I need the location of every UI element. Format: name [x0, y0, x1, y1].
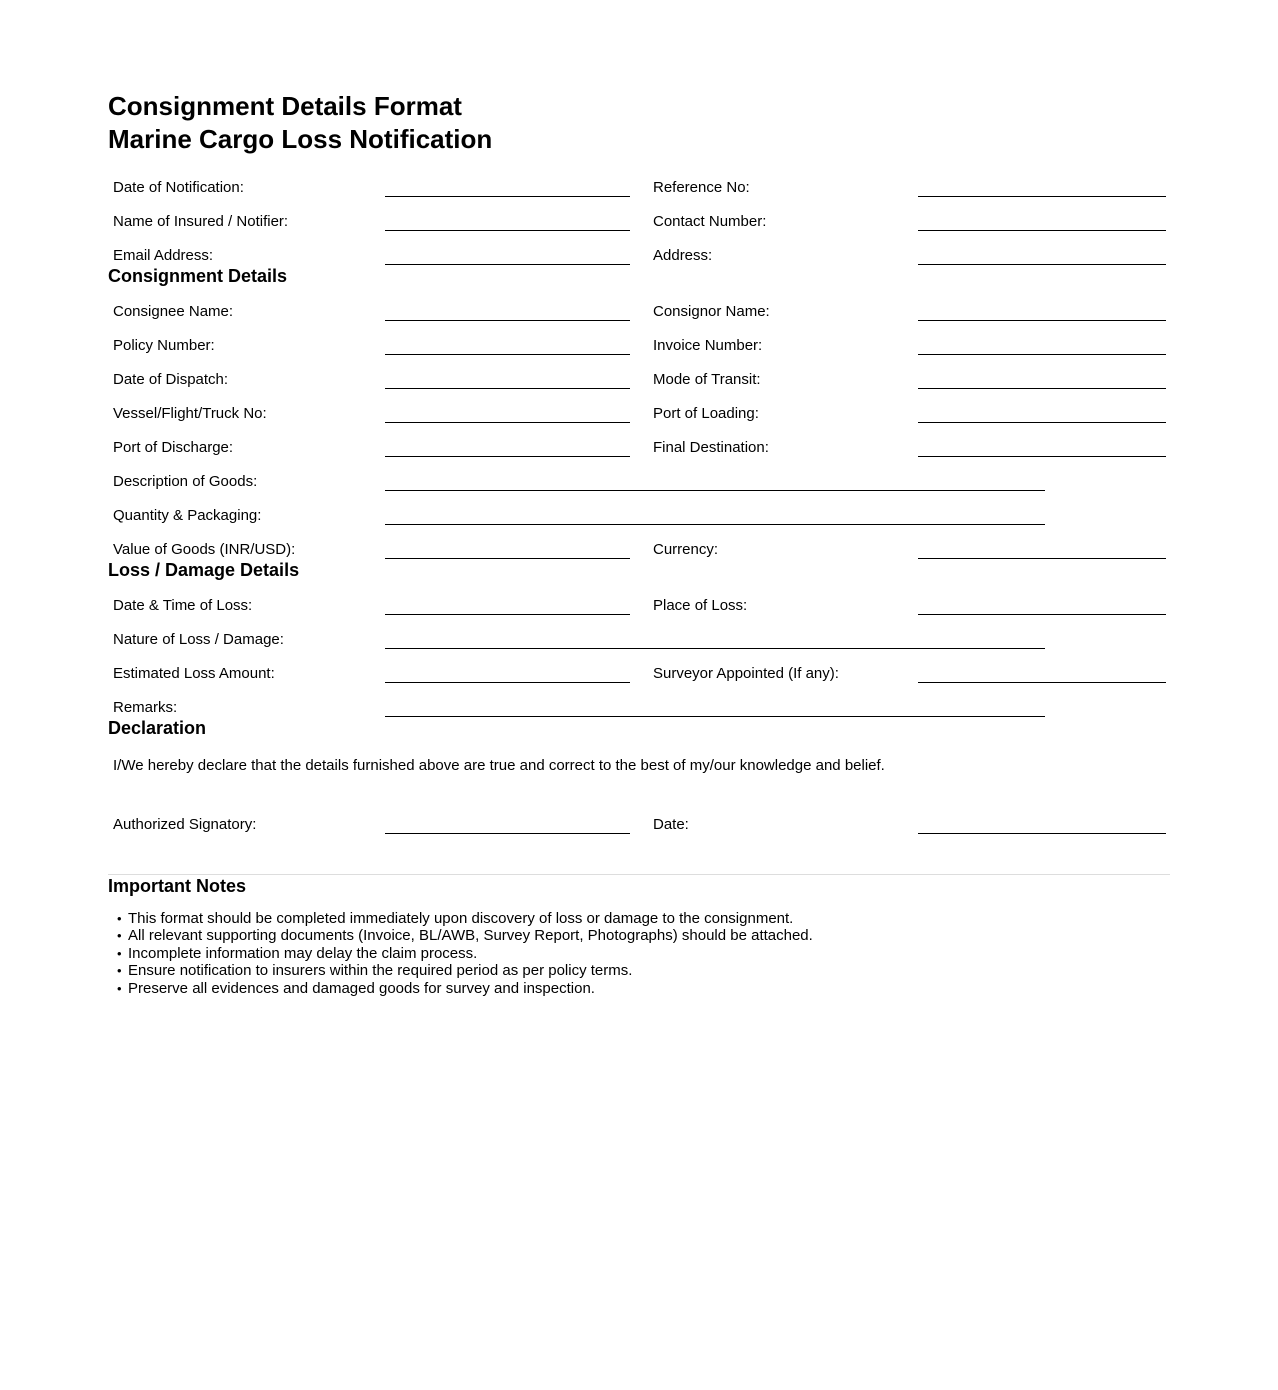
blank-line-policy-number — [385, 353, 630, 355]
blank-line-value-of-goods — [385, 557, 630, 559]
form-row-wide — [108, 491, 1170, 525]
note-item: • Incomplete information may delay the claim process. — [108, 945, 1170, 962]
blank-line-contact-number — [918, 229, 1166, 231]
blank-line-remarks — [385, 715, 1045, 717]
field-label-name-of-insured: Name of Insured / Notifier: — [113, 213, 289, 230]
blank-line-address — [918, 263, 1166, 265]
note-item: • Preserve all evidences and damaged goods for survey and inspection. — [108, 980, 1170, 997]
field-label-port-of-loading: Port of Loading: — [653, 405, 759, 422]
field-label-email-address: Email Address: — [113, 247, 214, 264]
consignment-details-section — [108, 287, 1170, 559]
blank-line-estimated-loss-amount — [385, 681, 630, 683]
blank-line-currency — [918, 557, 1166, 559]
field-label-description-of-goods: Description of Goods: — [113, 473, 258, 490]
notification-header-section — [108, 163, 1170, 265]
field-label-date: Date: — [653, 816, 689, 833]
important-notes-list — [108, 910, 1170, 997]
field-label-address: Address: — [653, 247, 713, 264]
blank-line-port-of-discharge — [385, 455, 630, 457]
field-label-reference-no: Reference No: — [653, 179, 750, 196]
field-label-quantity-packaging: Quantity & Packaging: — [113, 507, 262, 524]
blank-line-quantity-packaging — [385, 523, 1045, 525]
declaration-heading: Declaration — [108, 718, 207, 738]
consignment-details-heading: Consignment Details — [108, 266, 288, 286]
blank-line-invoice-number — [918, 353, 1166, 355]
blank-line-date-of-dispatch — [385, 387, 630, 389]
blank-line-port-of-loading — [918, 421, 1166, 423]
declaration-statement: I/We hereby declare that the details furnished above are true and correct to the best of my/our knowledge and belief. — [113, 757, 885, 774]
field-label-contact-number: Contact Number: — [653, 213, 767, 230]
note-item: • This format should be completed immediately upon discovery of loss or damage to the consignment. — [108, 910, 1170, 927]
field-label-value-of-goods: Value of Goods (INR/USD): — [113, 541, 296, 558]
loss-damage-details-heading: Loss / Damage Details — [108, 560, 300, 580]
field-label-consignee-name: Consignee Name: — [113, 303, 234, 320]
blank-line-date-time-of-loss — [385, 613, 630, 615]
field-label-mode-of-transit: Mode of Transit: — [653, 371, 761, 388]
form-row — [108, 581, 1170, 615]
field-label-date-of-dispatch: Date of Dispatch: — [113, 371, 229, 388]
blank-line-description-of-goods — [385, 489, 1045, 491]
blank-line-surveyor-appointed — [918, 681, 1166, 683]
form-row — [108, 423, 1170, 457]
field-label-surveyor-appointed: Surveyor Appointed (If any): — [653, 665, 839, 682]
form-row-wide — [108, 457, 1170, 491]
blank-line-vessel-flight-truck-no — [385, 421, 630, 423]
field-label-vessel-flight-truck-no: Vessel/Flight/Truck No: — [113, 405, 267, 422]
blank-line-date-of-notification — [385, 195, 630, 197]
form-row — [108, 649, 1170, 683]
important-notes-heading: Important Notes — [108, 876, 247, 896]
form-row — [108, 163, 1170, 197]
form-row — [108, 525, 1170, 559]
blank-line-mode-of-transit — [918, 387, 1166, 389]
field-label-final-destination: Final Destination: — [653, 439, 769, 456]
form-row-wide — [108, 683, 1170, 717]
field-label-invoice-number: Invoice Number: — [653, 337, 763, 354]
field-label-date-time-of-loss: Date & Time of Loss: — [113, 597, 253, 614]
form-row — [108, 231, 1170, 265]
field-label-consignor-name: Consignor Name: — [653, 303, 770, 320]
form-row — [108, 287, 1170, 321]
blank-line-authorized-signatory — [385, 832, 630, 834]
document-title-line1: Consignment Details Format — [108, 91, 462, 121]
loss-damage-details-section — [108, 581, 1170, 717]
field-label-port-of-discharge: Port of Discharge: — [113, 439, 234, 456]
document-page — [0, 90, 1278, 1390]
document-title — [108, 90, 1170, 156]
field-label-authorized-signatory: Authorized Signatory: — [113, 816, 257, 833]
blank-line-consignor-name — [918, 319, 1166, 321]
blank-line-name-of-insured — [385, 229, 630, 231]
blank-line-place-of-loss — [918, 613, 1166, 615]
field-label-currency: Currency: — [653, 541, 719, 558]
field-label-remarks: Remarks: — [113, 699, 178, 716]
field-label-place-of-loss: Place of Loss: — [653, 597, 748, 614]
blank-line-reference-no — [918, 195, 1166, 197]
blank-line-consignee-name — [385, 319, 630, 321]
field-label-policy-number: Policy Number: — [113, 337, 215, 354]
form-row-wide — [108, 615, 1170, 649]
blank-line-nature-of-loss — [385, 647, 1045, 649]
field-label-estimated-loss-amount: Estimated Loss Amount: — [113, 665, 275, 682]
field-label-nature-of-loss: Nature of Loss / Damage: — [113, 631, 284, 648]
form-row — [108, 389, 1170, 423]
blank-line-final-destination — [918, 455, 1166, 457]
form-row — [108, 197, 1170, 231]
form-row — [108, 321, 1170, 355]
field-label-date-of-notification: Date of Notification: — [113, 179, 244, 196]
note-item: • Ensure notification to insurers within the required period as per policy terms. — [108, 962, 1170, 979]
note-item: • All relevant supporting documents (Invoice, BL/AWB, Survey Report, Photographs) should be attached. — [108, 927, 1170, 944]
form-row — [108, 800, 1170, 834]
form-row — [108, 355, 1170, 389]
document-title-line2: Marine Cargo Loss Notification — [108, 124, 493, 154]
blank-line-email-address — [385, 263, 630, 265]
blank-line-date — [918, 832, 1166, 834]
